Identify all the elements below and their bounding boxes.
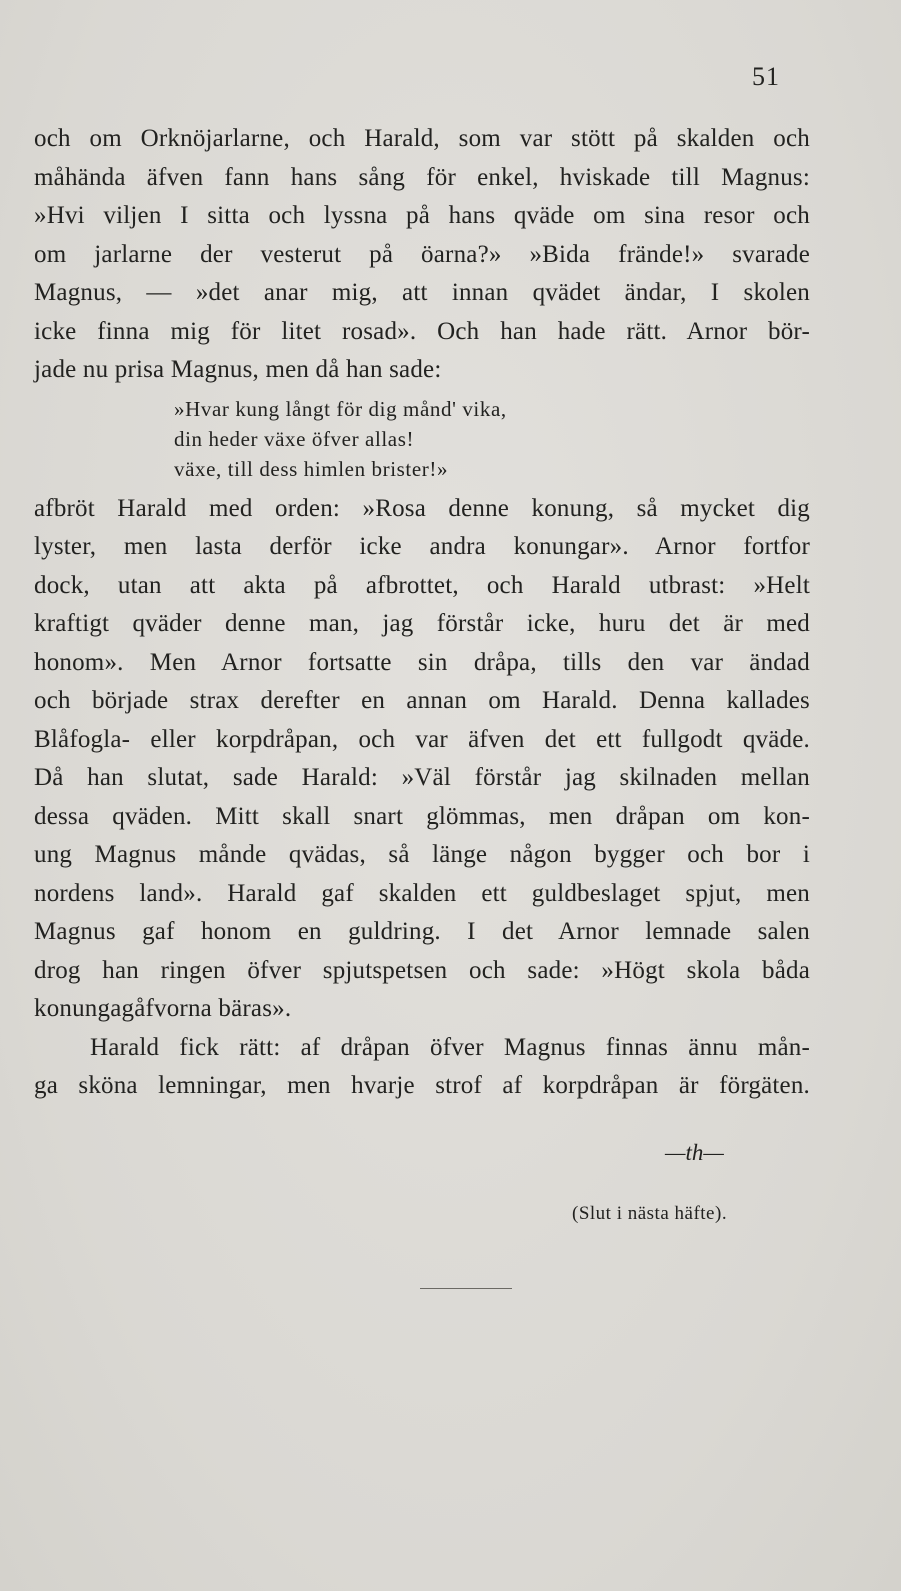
continuation-note: (Slut i nästa häfte). (572, 1203, 728, 1224)
author-signature: —th— (665, 1140, 724, 1165)
text-line: och om Orknöjarlarne, och Harald, som var stött på skalden och (34, 125, 810, 152)
text-line: drog han ringen öfver spjutspetsen och sade: »Högt skola båda (34, 956, 810, 984)
text-line: Magnus gaf honom en guldring. I det Arnor lemnade salen (34, 918, 810, 945)
text-line: ung Magnus månde qvädas, så länge någon bygger och bor i (34, 841, 810, 868)
verse-line: växe, till dess himlen brister!» (174, 456, 449, 481)
text-line: kraftigt qväder denne man, jag förstår icke, huru det är med (34, 610, 810, 637)
text-line: konungagåfvorna bäras». (34, 995, 292, 1022)
text-line: dessa qväden. Mitt skall snart glömmas, men dråpan om kon- (34, 802, 810, 830)
body-text (34, 120, 810, 1106)
text-line: afbröt Harald med orden: »Rosa denne konung, så mycket dig (34, 494, 810, 522)
paragraph-2 (34, 490, 810, 1029)
verse-quote (174, 394, 814, 484)
text-line: honom». Men Arnor fortsatte sin dråpa, tills den var ändad (34, 648, 810, 676)
text-line: jade nu prisa Magnus, men då han sade: (34, 356, 442, 383)
text-line: Magnus, — »det anar mig, att innan qvädet ändar, I skolen (34, 279, 810, 306)
text-line: Då han slutat, sade Harald: »Väl förstår jag skilnaden mellan (34, 764, 810, 791)
separator-rule (420, 1288, 512, 1289)
text-line: måhända äfven fann hans sång för enkel, hviskade till Magnus: (34, 163, 810, 191)
text-line: Harald fick rätt: af dråpan öfver Magnus finnas ännu mån- (90, 1033, 810, 1061)
text-line: dock, utan att akta på afbrottet, och Harald utbrast: »Helt (34, 571, 810, 599)
page-number: 51 (752, 62, 780, 91)
verse-line: »Hvar kung långt för dig månd' vika, (174, 396, 507, 421)
text-line: och började strax derefter en annan om Harald. Denna kallades (34, 687, 810, 714)
text-line: »Hvi viljen I sitta och lyssna på hans qväde om sina resor och (34, 202, 810, 229)
paragraph-1 (34, 120, 810, 390)
text-line: om jarlarne der vesterut på öarna?» »Bida frände!» svarade (34, 240, 810, 268)
text-line: nordens land». Harald gaf skalden ett guldbeslaget spjut, men (34, 879, 810, 907)
text-line: ga sköna lemningar, men hvarje strof af korpdråpan är förgäten. (34, 1072, 810, 1099)
text-line: Blåfogla- eller korpdråpan, och var äfven det ett fullgodt qväde. (34, 725, 810, 753)
text-line: icke finna mig för litet rosad». Och han hade rätt. Arnor bör- (34, 317, 810, 345)
text-line: lyster, men lasta derför icke andra konungar». Arnor fortfor (34, 533, 810, 560)
verse-line: din heder växe öfver allas! (174, 426, 415, 451)
paragraph-3 (34, 1029, 810, 1106)
